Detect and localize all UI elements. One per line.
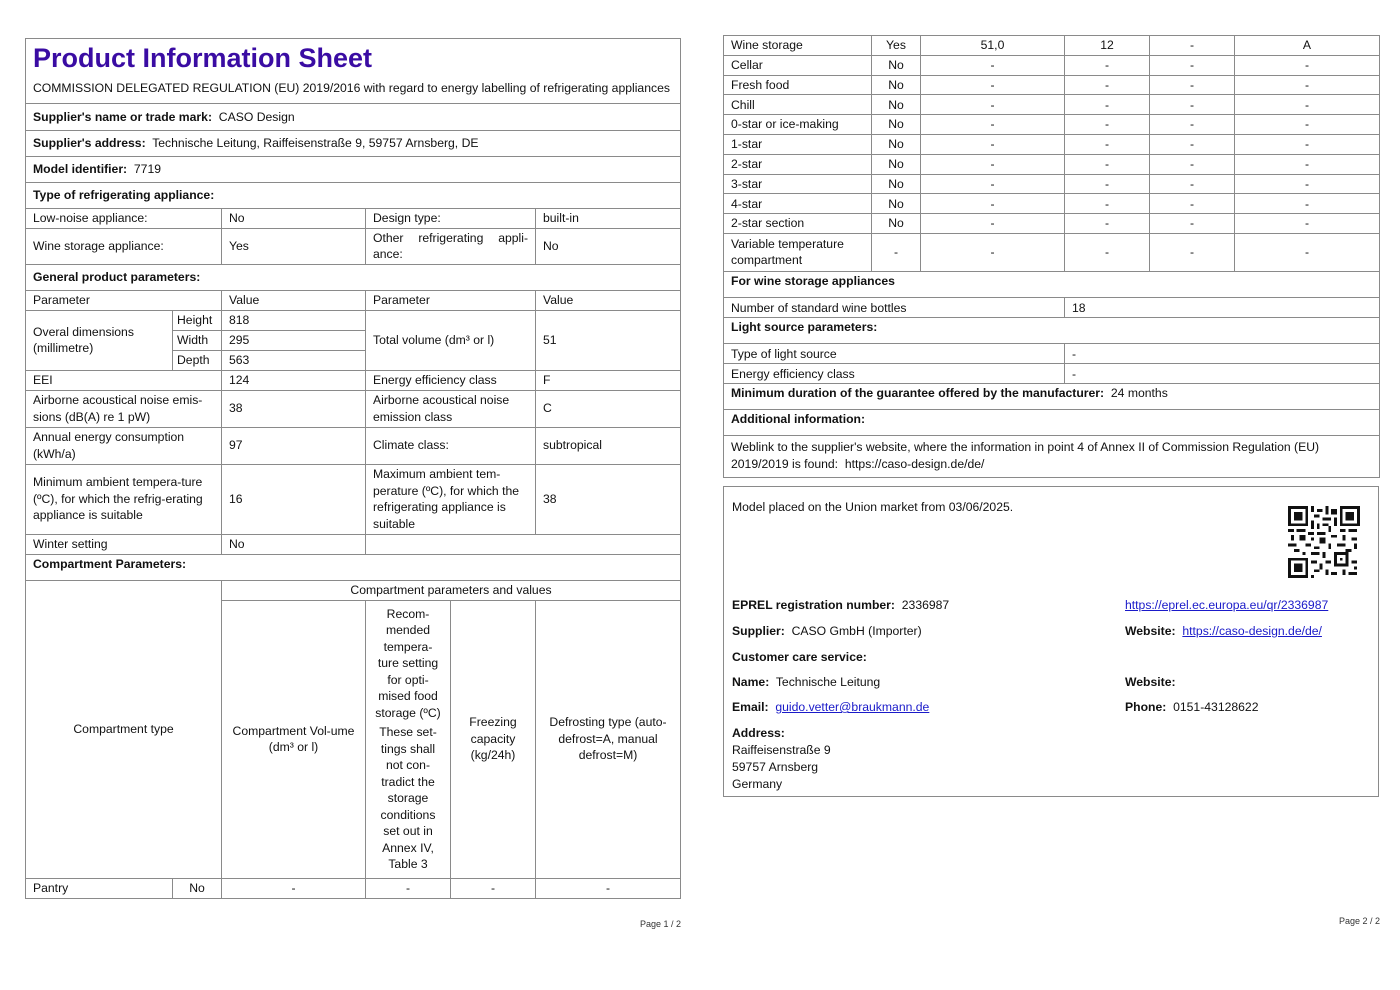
- col-value-2: Value: [536, 290, 681, 310]
- compartment-temp: -: [1065, 233, 1150, 271]
- compartment-temp: -: [1065, 75, 1150, 95]
- compartment-temp: -: [1065, 115, 1150, 135]
- phone-label: Phone:: [1125, 700, 1167, 714]
- model-identifier-value: 7719: [133, 161, 162, 176]
- light-class-label: Energy efficiency class: [724, 364, 1065, 384]
- compartment-name: 3-star: [724, 174, 872, 194]
- height-value: 818: [222, 310, 366, 330]
- table-row: [724, 95, 1380, 115]
- eei-value: 124: [222, 370, 366, 390]
- compartment-name: Fresh food: [724, 75, 872, 95]
- compartment-name: 0-star or ice-making: [724, 115, 872, 135]
- compartment-freezing: -: [1150, 233, 1235, 271]
- col-parameter-1: Parameter: [26, 290, 222, 310]
- light-class-value: -: [1065, 364, 1380, 384]
- table-row: [724, 36, 1380, 56]
- min-temp-label: Minimum ambient tempera-ture (ºC), for which the refrig-erating appliance is suitable: [26, 464, 222, 534]
- compartment-present: No: [872, 214, 921, 234]
- compartment-name: Cellar: [724, 55, 872, 75]
- table-row: [724, 134, 1380, 154]
- compartment-temp: -: [1065, 174, 1150, 194]
- compartment-present: No: [872, 55, 921, 75]
- compartment-name: 2-star: [724, 154, 872, 174]
- compartment-defrost: -: [1235, 214, 1380, 234]
- market-date: Model placed on the Union market from 03/06/2025.: [732, 500, 1014, 514]
- compartment-temp: -: [1065, 154, 1150, 174]
- wine-heading: For wine storage appliances: [724, 272, 1380, 298]
- table-row: [26, 878, 681, 898]
- depth-label: Depth: [173, 350, 222, 370]
- bottles-value: 18: [1065, 298, 1380, 318]
- compartment-present: -: [872, 233, 921, 271]
- website-label: Website:: [1125, 624, 1176, 638]
- compartment-defrost: -: [1235, 75, 1380, 95]
- min-temp-value: 16: [222, 464, 366, 534]
- weblink-text: Weblink to the supplier's website, where the information in point 4 of Annex II of Commission Regulation (EU) 2019/2019 is found:: [731, 440, 1320, 471]
- weblink-url[interactable]: https://caso-design.de/de/: [844, 456, 985, 471]
- compartment-present: No: [872, 194, 921, 214]
- guarantee-value: 24 months: [1110, 386, 1168, 401]
- page-number-2: Page 2 / 2: [1339, 916, 1381, 926]
- compartment-temp: -: [1065, 95, 1150, 115]
- general-heading: General product parameters:: [26, 264, 681, 290]
- compartment-volume-header: Compartment Vol-ume (dm³ or l): [222, 600, 366, 878]
- compartment-defrost: -: [1235, 174, 1380, 194]
- table-row: [724, 194, 1380, 214]
- compartment-freezing: -: [1150, 154, 1235, 174]
- recommended-temp-note: These set-tings shall not con-tradict the storage conditions set out in Annex IV, Table 3: [379, 725, 437, 871]
- design-type-label: Design type:: [366, 208, 536, 228]
- compartment-temp: -: [1065, 214, 1150, 234]
- max-temp-label: Maximum ambient tem-perature (ºC), for which the refrigerating appliance is suitable: [366, 464, 536, 534]
- compartment-freezing: -: [1150, 55, 1235, 75]
- compartment-freezing: -: [1150, 115, 1235, 135]
- height-label: Height: [173, 310, 222, 330]
- compartment-volume: -: [921, 115, 1065, 135]
- compartment-present: No: [872, 154, 921, 174]
- compartment-volume: -: [921, 134, 1065, 154]
- care-name-label: Name:: [732, 675, 770, 689]
- header-block: [25, 38, 681, 104]
- compartment-volume: -: [921, 95, 1065, 115]
- recommended-temp-header: Recom-mended tempera-ture setting for opti-mised food storage (ºC): [375, 606, 441, 720]
- compartment-volume: -: [921, 174, 1065, 194]
- phone-value: 0151-43128622: [1173, 700, 1259, 714]
- compartment-defrost: A: [1235, 36, 1380, 56]
- table-row: [724, 214, 1380, 234]
- table-row: [724, 115, 1380, 135]
- compartment-present: No: [872, 75, 921, 95]
- compartment-name: Variable temperature compartment: [724, 233, 872, 271]
- table-row: [724, 154, 1380, 174]
- compartment-temp: 12: [1065, 36, 1150, 56]
- width-label: Width: [173, 330, 222, 350]
- compartment-table: [723, 35, 1380, 272]
- email-link[interactable]: guido.vetter@braukmann.de: [775, 700, 930, 714]
- empty-cell: [366, 534, 681, 554]
- bottles-label: Number of standard wine bottles: [724, 298, 1065, 318]
- product-info-table: [25, 104, 681, 899]
- compartment-heading: Compartment Parameters:: [26, 554, 681, 580]
- compartment-volume: -: [921, 194, 1065, 214]
- qr-code-icon[interactable]: [1288, 506, 1360, 578]
- winter-label: Winter setting: [26, 534, 222, 554]
- col-parameter-2: Parameter: [366, 290, 536, 310]
- table-row: [724, 55, 1380, 75]
- compartment-volume: -: [222, 878, 366, 898]
- energy-class-label: Energy efficiency class: [366, 370, 536, 390]
- table-row: [724, 75, 1380, 95]
- customer-care-heading: Customer care service:: [732, 650, 867, 664]
- supplier-name-value: CASO Design: [218, 109, 295, 124]
- compartment-present: No: [872, 174, 921, 194]
- eprel-label: EPREL registration number:: [732, 598, 895, 612]
- climate-label: Climate class:: [366, 427, 536, 464]
- website-link[interactable]: https://caso-design.de/de/: [1182, 624, 1322, 638]
- energy-class-value: F: [536, 370, 681, 390]
- model-identifier-label: Model identifier:: [33, 161, 128, 176]
- eei-label: EEI: [26, 370, 222, 390]
- compartment-params-header: Compartment parameters and values: [222, 580, 681, 600]
- design-type-value: built-in: [536, 208, 681, 228]
- compartment-defrost: -: [536, 878, 681, 898]
- compartment-present: No: [173, 878, 222, 898]
- low-noise-label: Low-noise appliance:: [26, 208, 222, 228]
- page-number-1: Page 1 / 2: [640, 919, 682, 929]
- address-line-1: Raiffeisenstraße 9: [732, 743, 831, 757]
- noise-class-label: Airborne acoustical noise emission class: [366, 390, 536, 427]
- compartment-freezing: -: [451, 878, 536, 898]
- supplier-address-label: Supplier's address:: [33, 135, 146, 150]
- width-value: 295: [222, 330, 366, 350]
- compartment-freezing: -: [1150, 36, 1235, 56]
- winter-value: No: [222, 534, 366, 554]
- col-value-1: Value: [222, 290, 366, 310]
- light-heading: Light source parameters:: [724, 318, 1380, 344]
- compartment-defrost: -: [1235, 115, 1380, 135]
- compartment-volume: -: [921, 154, 1065, 174]
- noise-class-value: C: [536, 390, 681, 427]
- page-1: [25, 38, 681, 899]
- address-line-2: 59757 Arnsberg: [732, 760, 819, 774]
- noise-value: 38: [222, 390, 366, 427]
- low-noise-value: No: [222, 208, 366, 228]
- defrost-header: Defrosting type (auto-defrost=A, manual defrost=M): [536, 600, 681, 878]
- compartment-defrost: -: [1235, 95, 1380, 115]
- address-line-3: Germany: [732, 777, 783, 791]
- regulation-subtitle: COMMISSION DELEGATED REGULATION (EU) 2019/2016 with regard to energy labelling of refrigerating appliances: [33, 81, 670, 95]
- compartment-freezing: -: [1150, 75, 1235, 95]
- email-label: Email:: [732, 700, 769, 714]
- additional-heading: Additional information:: [724, 410, 1380, 436]
- compartment-name: Wine storage: [724, 36, 872, 56]
- compartment-defrost: -: [1235, 154, 1380, 174]
- total-volume-label: Total volume (dm³ or l): [366, 310, 536, 370]
- compartment-present: No: [872, 95, 921, 115]
- table-row: [724, 174, 1380, 194]
- wine-storage-label: Wine storage appliance:: [26, 228, 222, 264]
- compartment-name: 4-star: [724, 194, 872, 214]
- type-heading: Type of refrigerating appliance:: [26, 182, 681, 208]
- annual-energy-value: 97: [222, 427, 366, 464]
- care-name-value: Technische Leitung: [775, 675, 881, 689]
- supplier-value: CASO GmbH (Importer): [791, 624, 922, 638]
- compartment-temp: -: [1065, 134, 1150, 154]
- annual-energy-label: Annual energy consumption (kWh/a): [26, 427, 222, 464]
- compartment-temp: -: [1065, 194, 1150, 214]
- compartment-defrost: -: [1235, 233, 1380, 271]
- address-label: Address:: [732, 726, 785, 740]
- supplier-address-value: Technische Leitung, Raiffeisenstraße 9, 59757 Arnsberg, DE: [152, 135, 479, 150]
- total-volume-value: 51: [536, 310, 681, 370]
- page-title: Product Information Sheet: [33, 43, 373, 73]
- compartment-defrost: -: [1235, 134, 1380, 154]
- depth-value: 563: [222, 350, 366, 370]
- dimensions-label: Overal dimensions (millimetre): [26, 310, 173, 370]
- compartment-name: 2-star section: [724, 214, 872, 234]
- compartment-freezing: -: [1150, 95, 1235, 115]
- compartment-volume: -: [921, 214, 1065, 234]
- max-temp-value: 38: [536, 464, 681, 534]
- noise-label: Airborne acoustical noise emis-sions (dB(A) re 1 pW): [26, 390, 222, 427]
- compartment-temp: -: [1065, 55, 1150, 75]
- compartment-present: No: [872, 134, 921, 154]
- compartment-volume: -: [921, 75, 1065, 95]
- compartment-freezing: -: [1150, 174, 1235, 194]
- climate-value: subtropical: [536, 427, 681, 464]
- compartment-volume: -: [921, 55, 1065, 75]
- other-refrig-label: Other refrigerating appli-ance:: [366, 228, 536, 264]
- wine-storage-value: Yes: [222, 228, 366, 264]
- table-row: [724, 233, 1380, 271]
- other-refrig-value: No: [536, 228, 681, 264]
- compartment-name: 1-star: [724, 134, 872, 154]
- compartment-volume: -: [921, 233, 1065, 271]
- compartment-freezing: -: [1150, 194, 1235, 214]
- compartment-freezing: -: [1150, 214, 1235, 234]
- compartment-name: Pantry: [26, 878, 173, 898]
- light-type-label: Type of light source: [724, 344, 1065, 364]
- compartment-volume: 51,0: [921, 36, 1065, 56]
- compartment-freezing: -: [1150, 134, 1235, 154]
- freezing-header: Freezing capacity (kg/24h): [451, 600, 536, 878]
- compartment-defrost: -: [1235, 55, 1380, 75]
- compartment-type-header: Compartment type: [26, 580, 222, 878]
- compartment-name: Chill: [724, 95, 872, 115]
- compartment-present: Yes: [872, 36, 921, 56]
- eprel-info-box: [723, 486, 1379, 797]
- compartment-defrost: -: [1235, 194, 1380, 214]
- eprel-value: 2336987: [901, 598, 950, 612]
- supplier-name-label: Supplier's name or trade mark:: [33, 109, 212, 124]
- light-type-value: -: [1065, 344, 1380, 364]
- compartment-present: No: [872, 115, 921, 135]
- guarantee-label: Minimum duration of the guarantee offered by the manufacturer:: [731, 386, 1105, 401]
- care-website-label: Website:: [1125, 675, 1176, 689]
- eprel-link[interactable]: https://eprel.ec.europa.eu/qr/2336987: [1125, 598, 1329, 612]
- supplier-label: Supplier:: [732, 624, 785, 638]
- additional-info-table: [723, 272, 1380, 479]
- compartment-temp: -: [366, 878, 451, 898]
- page-2: [723, 35, 1379, 478]
